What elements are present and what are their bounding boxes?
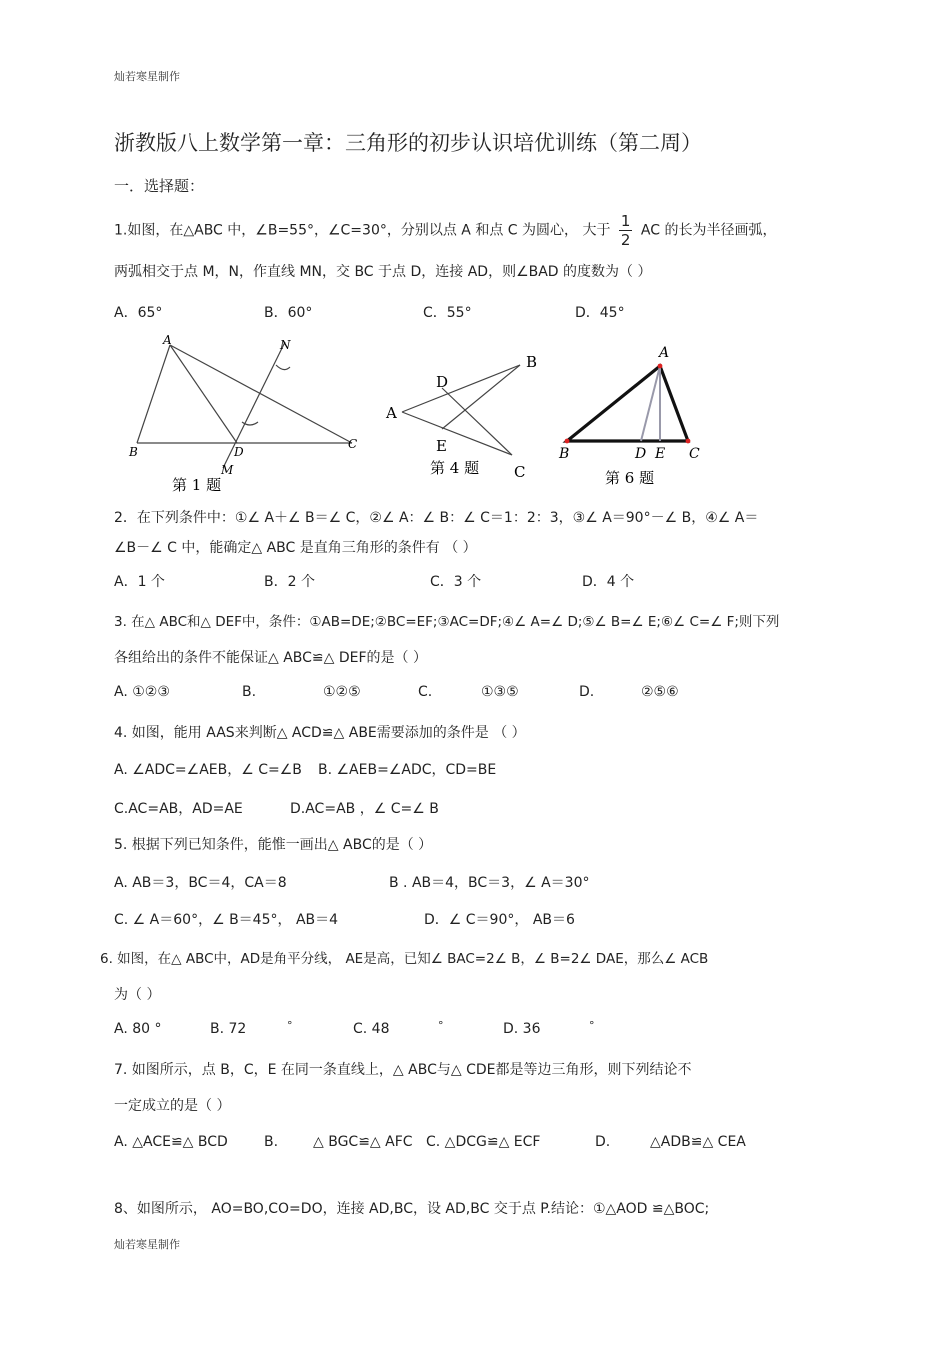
fig6-label-b: B (559, 446, 570, 462)
fig6-label-a: A (659, 345, 670, 361)
q4-option-c: C.AC=AB，AD=AE (114, 801, 243, 817)
fig1-label-n: N (280, 338, 291, 352)
q5-option-d: D．∠ C＝90°， AB＝6 (424, 912, 575, 928)
q7-option-d-label: D. (595, 1134, 611, 1150)
q6-line1: 6. 如图，在△ ABC中，AD是角平分线， AE是高，已知∠ BAC=2∠ B，∠ B=2∠ DAE，那么∠ ACB (100, 951, 709, 967)
page-title: 浙教版八上数学第一章：三角形的初步认识培优训练（第二周） (114, 131, 702, 155)
q3-line2: 各组给出的条件不能保证△ ABC≌△ DEF的是（ ） (114, 650, 428, 666)
fig1-label-b: B (129, 445, 138, 459)
figure-6 (555, 340, 715, 490)
q3-option-d-label: D. (579, 684, 595, 700)
fig4-label-d: D (436, 373, 449, 391)
q3-option-c-label: C. (418, 684, 433, 700)
q7-line2: 一定成立的是（ ） (114, 1098, 231, 1114)
fig6-point-c (686, 439, 691, 444)
fig1-label-m: M (221, 463, 234, 477)
fig1-label-c: C (348, 437, 358, 451)
q1-line2: 两弧相交于点 M，N，作直线 MN，交 BC 于点 D，连接 AD，则∠BAD 的度数为（ ） (114, 264, 652, 280)
q6-option-c-degree: ° (438, 1019, 444, 1032)
q2-option-d: D．4 个 (582, 574, 635, 590)
q5-option-a: A. AB＝3，BC＝4，CA＝8 (114, 875, 287, 891)
q7-option-b-label: B. (264, 1134, 279, 1150)
fig4-caption: 第 4 题 (430, 459, 480, 477)
figure-1 (120, 330, 370, 500)
fig4-label-a: A (386, 404, 397, 422)
q3-option-b-text: ①②⑤ (323, 684, 361, 700)
q4-option-a: A. ∠ADC=∠AEB，∠ C=∠B (114, 762, 302, 778)
q3-line1: 3. 在△ ABC和△ DEF中，条件：①AB=DE;②BC=EF;③AC=DF;④∠ A=∠ D;⑤∠ B=∠ E;⑥∠ C=∠ F;则下列 (114, 614, 780, 630)
q1-frac-num: 1 (620, 212, 631, 230)
q6-option-d-degree: ° (589, 1019, 595, 1032)
section-heading: 一．选择题： (114, 177, 205, 195)
q2-option-b: B．2 个 (264, 574, 315, 590)
q7-option-a: A. △ACE≌△ BCD (114, 1134, 228, 1150)
q6-line2: 为（ ） (114, 987, 161, 1003)
q3-option-c-text: ①③⑤ (481, 684, 519, 700)
q6-option-d: D. 36 (503, 1021, 541, 1037)
fig4-label-b: B (526, 353, 538, 371)
page-header: 灿若寒星制作 (114, 70, 180, 83)
q7-option-b-text: △ BGC≌△ AFC (313, 1134, 413, 1150)
fig6-point-a (658, 364, 663, 369)
q6-option-c: C. 48 (353, 1021, 390, 1037)
q1-option-b: B．60° (264, 305, 313, 321)
q7-option-d-text: △ADB≌△ CEA (650, 1134, 746, 1150)
fig6-label-d: D (635, 446, 647, 462)
q6-option-a: A. 80 ° (114, 1021, 162, 1037)
q4-option-d: D.AC=AB ，∠ C=∠ B (290, 801, 439, 817)
fig6-label-c: C (689, 446, 700, 462)
fig6-point-b (565, 439, 570, 444)
q2-option-a: A．1 个 (114, 574, 165, 590)
q2-option-c: C．3 个 (430, 574, 482, 590)
q5-option-b: B . AB＝4，BC＝3，∠ A＝30° (389, 875, 590, 891)
q1-option-c: C．55° (423, 305, 472, 321)
fig4-label-e: E (436, 437, 447, 455)
q4-line1: 4. 如图，能用 AAS来判断△ ACD≌△ ABE需要添加的条件是 （ ） (114, 725, 526, 741)
q3-option-b-label: B. (242, 684, 257, 700)
q1-text-b: AC 的长为半径画弧， (640, 222, 777, 239)
fig6-label-e: E (655, 446, 666, 462)
fig1-label-d: D (234, 445, 244, 459)
q7-line1: 7. 如图所示，点 B，C，E 在同一条直线上，△ ABC与△ CDE都是等边三角形，则下列结论不 (114, 1062, 692, 1078)
q7-option-c: C. △DCG≌△ ECF (426, 1134, 541, 1150)
q6-option-b-degree: ° (287, 1019, 293, 1032)
q2-line2: ∠B－∠ C 中，能确定△ ABC 是直角三角形的条件有 （ ） (114, 540, 477, 556)
q2-line1: 2．在下列条件中：①∠ A＋∠ B＝∠ C，②∠ A：∠ B：∠ C＝1：2：3，③∠ A＝90°－∠ B，④∠ A＝ (114, 510, 759, 526)
q1-fraction (619, 212, 633, 249)
q8-line1: 8、如图所示， AO=BO,CO=DO，连接 AD,BC，设 AD,BC 交于点 P.结论：①△AOD ≌△BOC; (114, 1201, 710, 1217)
q1-text-a: 1.如图，在△ABC 中，∠B=55°，∠C=30°，分别以点 A 和点 C 为圆心， 大于 (114, 222, 611, 239)
q5-line1: 5. 根据下列已知条件，能惟一画出△ ABC的是（ ） (114, 837, 433, 853)
q3-option-a: A. ①②③ (114, 684, 170, 700)
q1-option-d: D．45° (575, 305, 625, 321)
fig1-caption: 第 1 题 (172, 476, 222, 494)
q5-option-c: C. ∠ A＝60°，∠ B＝45°， AB＝4 (114, 912, 339, 928)
q1-line1 (114, 212, 776, 249)
q3-option-d-text: ②⑤⑥ (641, 684, 679, 700)
figure-4 (380, 345, 550, 485)
fig4-label-c: C (514, 463, 526, 481)
q1-frac-den: 2 (620, 231, 631, 249)
q1-option-a: A．65° (114, 305, 163, 321)
q6-option-b: B. 72 (210, 1021, 247, 1037)
fig1-label-a: A (163, 333, 172, 347)
page-footer: 灿若寒星制作 (114, 1238, 180, 1251)
fig6-caption: 第 6 题 (605, 469, 655, 487)
q4-option-b: B. ∠AEB=∠ADC，CD=BE (318, 762, 497, 778)
